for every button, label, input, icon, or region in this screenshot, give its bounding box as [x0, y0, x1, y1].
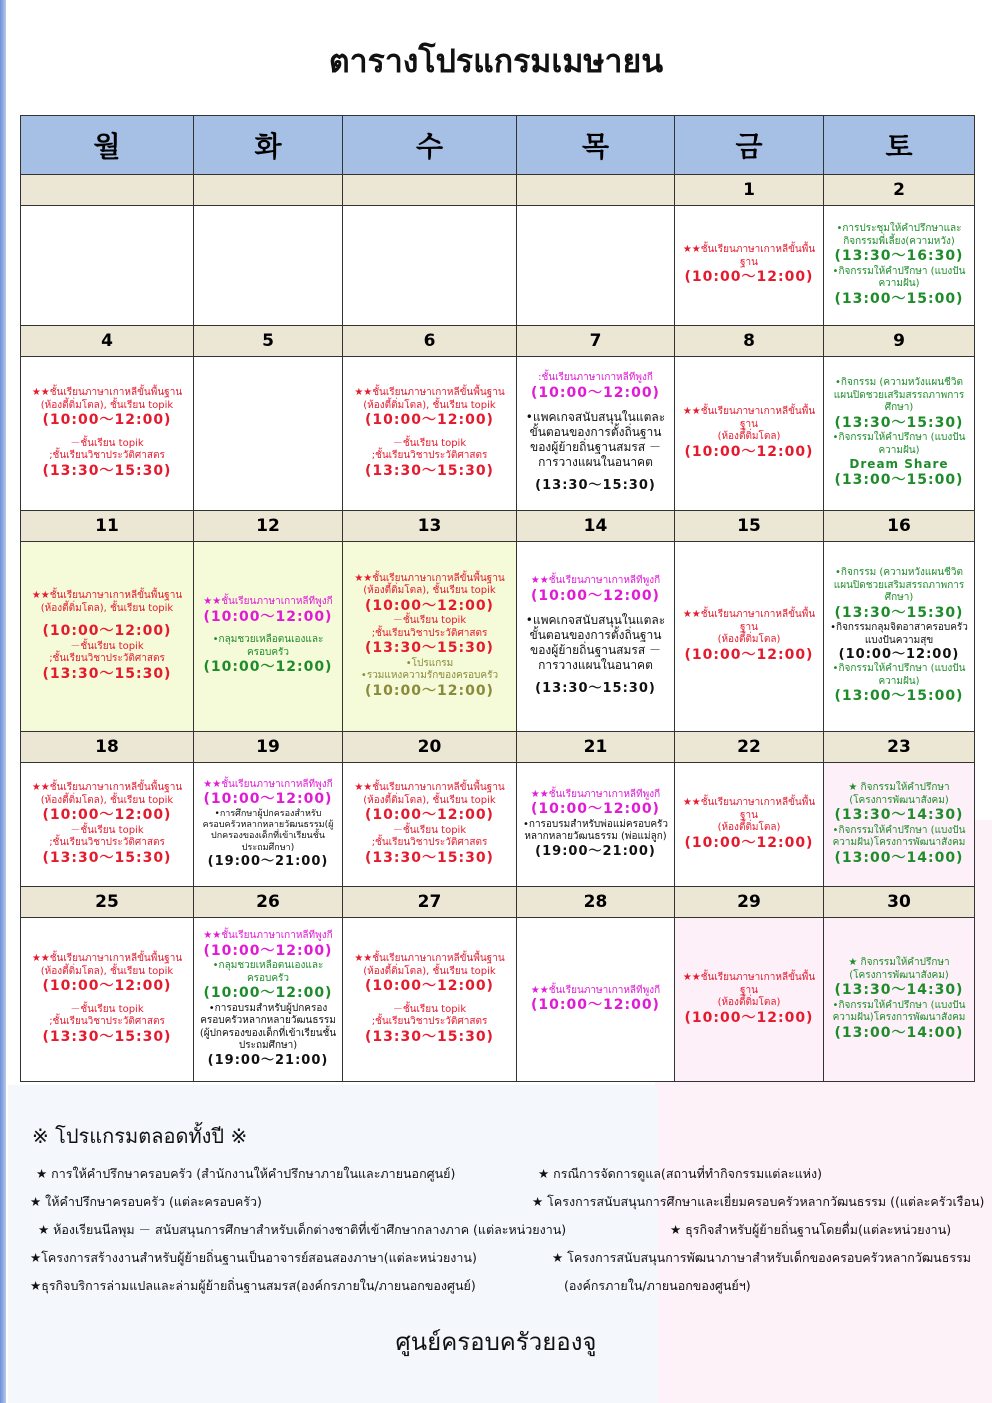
date-25: 25 [21, 887, 194, 918]
event-label: •รวมแหงความรักของครอบครัว [360, 670, 499, 682]
date-5: 5 [194, 326, 343, 357]
event-label: •กิจกรรม (ความหวังแผนชีวิต แผนปิดชวยเสริมสรรถภาพการศึกษา) [833, 567, 965, 604]
event-time: (10:00〜12:00) [531, 587, 660, 604]
weekday-mon: 월 [21, 116, 194, 175]
date-22: 22 [675, 732, 824, 763]
day-cell-9 [824, 357, 975, 511]
day-cell-8 [675, 357, 824, 511]
year-round-programs-list [30, 1160, 985, 1300]
date-empty [343, 175, 517, 206]
event-label: •การประชุมให้คำปรึกษาและกิจกรรมพี่เลี้ยง(ความหวัง) [836, 223, 962, 247]
event-label: •กิจกรรมให้คำปรึกษา (แบงปันความฝัน) [832, 432, 966, 456]
legend-item: ★ การให้คำปรึกษาครอบครัว (สำนักงานให้คำปรึกษาภายในและภายนอกศูนย์) [36, 1166, 456, 1181]
event-label: ★★ชั้นเรียนภาษาเกาหลีทีพูงกี [530, 984, 661, 996]
event-label: (ห้องตี้ติ่มโตล) [717, 822, 781, 833]
event-time: (10:00〜12:00) [203, 791, 333, 808]
day-cell-30 [824, 918, 975, 1082]
event-label: •แพคเกจสนับสนุนในแตละขั้นตอนของการตั้งถิ่นฐานของผู้ย้ายถิ่นฐานสมรส －การวางแผนในอนาคต [525, 410, 666, 470]
day-cell-7 [517, 357, 675, 511]
event-label: －ชั้นเรียน topik [392, 615, 467, 627]
event-label: •การอบรมสำหรับพ่อแม่ครอบครัวหลากหลายวัฒนธรรม (พ่อแม่ลูก) [522, 818, 668, 843]
event-label: •กิจกรรม (ความหวังแผนชีวิต แผนปิดชวยเสริมสรรถภาพการศึกษา) [833, 377, 965, 414]
left-accent-bar [0, 0, 6, 1403]
calendar-table [20, 115, 975, 1082]
event-time: (13:30〜15:30) [365, 849, 494, 866]
event-row-week4 [21, 763, 975, 887]
event-row-week2 [21, 357, 975, 511]
event-label: ★★ชั้นเรียนภาษาเกาหลีขั้นพื้นฐาน (ห้องตี้ติ่มโตล), ชั้นเรียน topik [31, 387, 183, 411]
event-label: －ชั้นเรียน topik [392, 1003, 467, 1015]
event-time: (13:30〜16:30) [834, 248, 964, 264]
weekday-fri: 금 [675, 116, 824, 175]
legend-item: ★โครงการสร้างงานสำหรับผู้ย้ายถิ่นฐานเป็นอาจารย์สอนสองภาษา(แต่ละหน่วยงาน) [30, 1250, 477, 1265]
date-12: 12 [194, 511, 343, 542]
event-time: (10:00〜12:00) [684, 269, 814, 286]
day-cell-13 [343, 542, 517, 732]
event-time: (10:00〜12:00) [203, 942, 333, 959]
day-cell-27 [343, 918, 517, 1082]
event-time: (19:00〜21:00) [207, 1052, 329, 1068]
legend-row [30, 1188, 985, 1216]
event-label: ★★ชั้นเรียนภาษาเกาหลีขั้นพื้นฐาน [682, 972, 816, 996]
event-label: •การศึกษาผู้ปกครองสำหรับครอบครัวหลากหลายวัฒนธรรม(ผู้ปกครองของเด็กที่เข้าเรียนชั้นประถมศึกษา) [202, 808, 334, 853]
event-time: (13:30〜15:30) [42, 849, 172, 866]
event-label: ★★ชั้นเรียนภาษาเกาหลีขั้นพื้นฐาน (ห้องตี้ติ่มโตล), ชั้นเรียน topik [354, 782, 505, 806]
date-29: 29 [675, 887, 824, 918]
event-time: (10:00〜12:00) [365, 978, 494, 994]
event-label: ;ชั้นเรียนวิชาประวัติศาสตร [49, 1016, 165, 1027]
event-label: ★★ชั้นเรียนภาษาเกาหลีขั้นพื้นฐาน [682, 609, 816, 633]
event-time: (10:00〜12:00) [531, 384, 660, 401]
event-time: (10:00〜12:00) [531, 801, 660, 818]
event-label: ★ กิจกรรมให้คำปรึกษา (โครงการพัฒนาสังคม) [848, 957, 950, 981]
page-title: ตารางโปรแกรมเมษายน [328, 42, 664, 80]
event-time: (10:00〜12:00) [42, 412, 172, 428]
event-time: (13:30〜14:30) [834, 807, 964, 823]
event-time: (10:00〜12:00) [684, 834, 814, 851]
event-time: (10:00〜12:00) [42, 807, 172, 823]
event-label: •กิจกรรมให้คำปรึกษา (แบงปันความฝัน)โครงการพัฒนาสังคม [832, 999, 966, 1023]
event-label: (ห้องตี้ติ่มโตล) [717, 634, 781, 645]
event-label: •กิจกรรมให้คำปรึกษา (แบงปันความฝัน)โครงการพัฒนาสังคม [832, 824, 966, 848]
event-row-week1 [21, 206, 975, 326]
event-row-week5 [21, 918, 975, 1082]
date-15: 15 [675, 511, 824, 542]
date-row-week2 [21, 326, 975, 357]
event-time: (10:00〜12:00) [365, 682, 494, 699]
event-label: •โปรแกรม [405, 657, 454, 669]
date-7: 7 [517, 326, 675, 357]
event-time: (13:30〜14:30) [834, 982, 964, 998]
legend-item: (องค์กรภายใน/ภายนอกของศูนย์ฯ) [564, 1278, 751, 1293]
legend-row [30, 1272, 980, 1300]
event-time: (10:00〜12:00) [365, 412, 494, 428]
event-time: (10:00〜12:00) [684, 1009, 814, 1026]
event-time: (13:30〜15:30) [365, 462, 494, 479]
event-time: (13:30〜15:30) [834, 604, 964, 621]
event-label: ★★ชั้นเรียนภาษาเกาหลีขั้นพื้นฐาน (ห้องตี้ติ่มโตล), ชั้นเรียน topik [354, 387, 505, 411]
day-cell-23 [824, 763, 975, 887]
day-cell-empty [343, 206, 517, 326]
weekday-tue: 화 [194, 116, 343, 175]
event-time: (13:30〜15:30) [535, 478, 656, 494]
event-row-week3 [21, 542, 975, 732]
event-time: (10:00〜12:00) [203, 985, 333, 1002]
event-label: :ชั้นเรียนภาษาเกาหลีทีพูงกี [538, 372, 653, 384]
event-label: ★★ชั้นเรียนภาษาเกาหลีทีพูงกี [530, 575, 661, 587]
day-cell-5 [194, 357, 343, 511]
day-cell-21 [517, 763, 675, 887]
date-19: 19 [194, 732, 343, 763]
event-label: (ห้องตี้ติ่มโตล) [717, 997, 781, 1008]
event-label: ;ชั้นเรียนวิชาประวัติศาสตร [371, 450, 488, 461]
legend-row [30, 1244, 980, 1272]
event-time: (10:00〜12:00) [42, 978, 172, 994]
date-2: 2 [824, 175, 975, 206]
day-cell-19 [194, 763, 343, 887]
date-21: 21 [517, 732, 675, 763]
legend-item: ★ธุรกิจบริการล่ามแปลและล่ามผู้ย้ายถิ่นฐานสมรส(องค์กรภายใน/ภายนอกของศูนย์) [30, 1278, 476, 1293]
event-label: ★★ชั้นเรียนภาษาเกาหลีทีพูงกี [203, 930, 333, 942]
event-label: •กิจกรรมกลุมจิตอาสาครอบครัวแบงปันความสุข [830, 622, 968, 646]
event-label: •แพคเกจสนับสนุนในแตละขั้นตอนของการตั้งถิ่นฐานของผู้ย้ายถิ่นฐานสมรส －การวางแผนในอนาคต [525, 613, 666, 673]
event-label: •กลุมชวยเหลือตนเองและครอบครัว [212, 960, 324, 984]
event-label: ★★ชั้นเรียนภาษาเกาหลีขั้นพื้นฐาน [682, 406, 816, 430]
legend-row [30, 1216, 980, 1244]
day-cell-2 [824, 206, 975, 326]
date-13: 13 [343, 511, 517, 542]
event-time: (13:30〜15:30) [535, 681, 656, 697]
legend-item: ★ ธุรกิจสำหรับผู้ย้ายถิ่นฐานโดยดื่ม(แต่ละหน่วยงาน) [670, 1222, 952, 1237]
date-14: 14 [517, 511, 675, 542]
event-label: ;ชั้นเรียนวิชาประวัติศาสตร [371, 627, 488, 639]
event-label: (ห้องตี้ติ่มโตล) [717, 431, 781, 442]
day-cell-20 [343, 763, 517, 887]
event-label: ;ชั้นเรียนวิชาประวัติศาสตร [49, 837, 165, 848]
event-time: (13:30〜15:30) [42, 1028, 172, 1045]
date-16: 16 [824, 511, 975, 542]
event-label: ★ กิจกรรมให้คำปรึกษา (โครงการพัฒนาสังคม) [848, 782, 950, 806]
event-label: ;ชั้นเรียนวิชาประวัติศาสตร [49, 653, 165, 664]
year-round-programs-title: ※ โปรแกรมตลอดทั้งปี ※ [32, 1124, 248, 1148]
event-label: ★★ชั้นเรียนภาษาเกาหลีทีพูงกี [203, 596, 333, 608]
event-label: －ชั้นเรียน topik [70, 437, 144, 449]
weekday-header-row [21, 116, 975, 175]
event-label: ★★ชั้นเรียนภาษาเกาหลีทีพูงกี [203, 778, 333, 790]
legend-item: ★ ห้องเรียนนีลพุม － สนับสนุนการศึกษาสำหรับเด็กต่างชาติที่เข้าศึกษากลางภาค (แต่ละหน่วยงาน) [38, 1222, 567, 1237]
day-cell-25 [21, 918, 194, 1082]
weekday-thu: 목 [517, 116, 675, 175]
event-label: ★★ชั้นเรียนภาษาเกาหลีขั้นพื้นฐาน (ห้องตี้ติ่มโตล), ชั้นเรียน topik [354, 953, 505, 977]
event-time: (10:00〜12:00) [203, 659, 333, 676]
date-6: 6 [343, 326, 517, 357]
event-label: ★★ชั้นเรียนภาษาเกาหลีขั้นพื้นฐาน (ห้องตี้ติ่มโตล), ชั้นเรียน topik [31, 590, 183, 614]
day-cell-empty [517, 206, 675, 326]
date-row-week4 [21, 732, 975, 763]
event-label: •กิจกรรมให้คำปรึกษา (แบงปันความฝัน) [832, 265, 966, 289]
day-cell-26 [194, 918, 343, 1082]
event-time: (10:00〜12:00) [838, 647, 960, 663]
event-time: (10:00〜12:00) [684, 646, 814, 663]
event-label: －ชั้นเรียน topik [392, 824, 467, 836]
day-cell-empty [194, 206, 343, 326]
date-23: 23 [824, 732, 975, 763]
weekday-sat: 토 [824, 116, 975, 175]
event-label: －ชั้นเรียน topik [70, 640, 144, 652]
legend-item: ★ โครงการสนับสนุนการพัฒนาภาษาสำหรับเด็กของครอบครัวหลากวัฒนธรรม [552, 1250, 972, 1265]
event-label: ;ชั้นเรียนวิชาประวัติศาสตร [371, 837, 488, 848]
date-8: 8 [675, 326, 824, 357]
event-label: ★★ชั้นเรียนภาษาเกาหลีขั้นพื้นฐาน (ห้องตี้ติ่มโตล), ชั้นเรียน topik [31, 782, 183, 806]
date-empty [517, 175, 675, 206]
day-cell-6 [343, 357, 517, 511]
date-empty [194, 175, 343, 206]
event-time: (10:00〜12:00) [365, 807, 494, 823]
date-4: 4 [21, 326, 194, 357]
legend-item: ★ กรณีการจัดการดูแล(สถานที่ทำกิจกรรมแต่ละแห่ง) [538, 1166, 823, 1181]
date-row-week1 [21, 175, 975, 206]
event-time: (10:00〜12:00) [203, 608, 333, 625]
event-time: (13:00〜15:00) [834, 688, 964, 705]
event-time: (13:00〜14:00) [834, 1024, 964, 1041]
event-label: •การอบรมสำหรับผู้ปกครองครอบครัวหลากหลายวัฒนธรรม (ผู้ปกครองของเด็กที่เข้าเรียนชั้นประถมศึกษา) [199, 1002, 337, 1052]
event-label: •กลุมชวยเหลือตนเองและครอบครัว [212, 634, 324, 658]
event-label: ★★ชั้นเรียนภาษาเกาหลีขั้นพื้นฐาน [682, 244, 816, 268]
event-time: (13:00〜14:00) [834, 849, 964, 866]
date-9: 9 [824, 326, 975, 357]
center-name-footer: ศูนย์ครอบครัวยองจู [395, 1328, 597, 1356]
event-label: ★★ชั้นเรียนภาษาเกาหลีขั้นพื้นฐาน [682, 797, 816, 821]
day-cell-29 [675, 918, 824, 1082]
date-28: 28 [517, 887, 675, 918]
event-time: (13:30〜15:30) [42, 462, 172, 479]
day-cell-14 [517, 542, 675, 732]
date-empty [21, 175, 194, 206]
day-cell-15 [675, 542, 824, 732]
day-cell-1 [675, 206, 824, 326]
date-row-week3 [21, 511, 975, 542]
date-30: 30 [824, 887, 975, 918]
event-label: ;ชั้นเรียนวิชาประวัติศาสตร [371, 1016, 488, 1027]
event-label: ★★ชั้นเรียนภาษาเกาหลีทีพูงกี [530, 788, 661, 800]
date-18: 18 [21, 732, 194, 763]
legend-item: ★ ให้คำปรึกษาครอบครัว (แต่ละครอบครัว) [30, 1194, 262, 1209]
event-label: －ชั้นเรียน topik [392, 437, 467, 449]
event-label: Dream Share [849, 457, 949, 472]
day-cell-18 [21, 763, 194, 887]
date-1: 1 [675, 175, 824, 206]
event-label: •กิจกรรมให้คำปรึกษา (แบงปันความฝัน) [832, 663, 966, 687]
day-cell-11 [21, 542, 194, 732]
event-label: －ชั้นเรียน topik [70, 1003, 144, 1015]
event-label: －ชั้นเรียน topik [70, 824, 144, 836]
date-11: 11 [21, 511, 194, 542]
event-time: (13:30〜15:30) [834, 414, 964, 431]
date-27: 27 [343, 887, 517, 918]
day-cell-28 [517, 918, 675, 1082]
date-26: 26 [194, 887, 343, 918]
day-cell-empty [21, 206, 194, 326]
event-label: ;ชั้นเรียนวิชาประวัติศาสตร [49, 450, 165, 461]
date-20: 20 [343, 732, 517, 763]
legend-row [30, 1160, 980, 1188]
day-cell-12 [194, 542, 343, 732]
event-time: (19:00〜21:00) [207, 853, 329, 869]
event-time: (13:30〜15:30) [42, 665, 172, 682]
event-time: (19:00〜21:00) [535, 843, 656, 859]
event-label: ★★ชั้นเรียนภาษาเกาหลีขั้นพื้นฐาน (ห้องตี้ติ่มโตล), ชั้นเรียน topik [354, 572, 505, 597]
date-row-week5 [21, 887, 975, 918]
day-cell-4 [21, 357, 194, 511]
legend-item: ★ โครงการสนับสนุนการศึกษาและเยี่ยมครอบครัวหลากวัฒนธรรม ((แต่ละครัวเรือน) [532, 1194, 985, 1209]
weekday-wed: 수 [343, 116, 517, 175]
event-time: (13:00〜15:00) [834, 472, 964, 489]
event-time: (13:00〜15:00) [834, 290, 964, 307]
event-label: ★★ชั้นเรียนภาษาเกาหลีขั้นพื้นฐาน (ห้องตี้ติ่มโตล), ชั้นเรียน topik [31, 953, 183, 977]
event-time: (10:00〜12:00) [684, 443, 814, 460]
day-cell-16 [824, 542, 975, 732]
event-time: (13:30〜15:30) [365, 640, 494, 657]
event-time: (13:30〜15:30) [365, 1028, 494, 1045]
event-time: (10:00〜12:00) [365, 597, 494, 614]
day-cell-22 [675, 763, 824, 887]
event-time: (10:00〜12:00) [42, 623, 172, 639]
event-time: (10:00〜12:00) [531, 997, 660, 1013]
